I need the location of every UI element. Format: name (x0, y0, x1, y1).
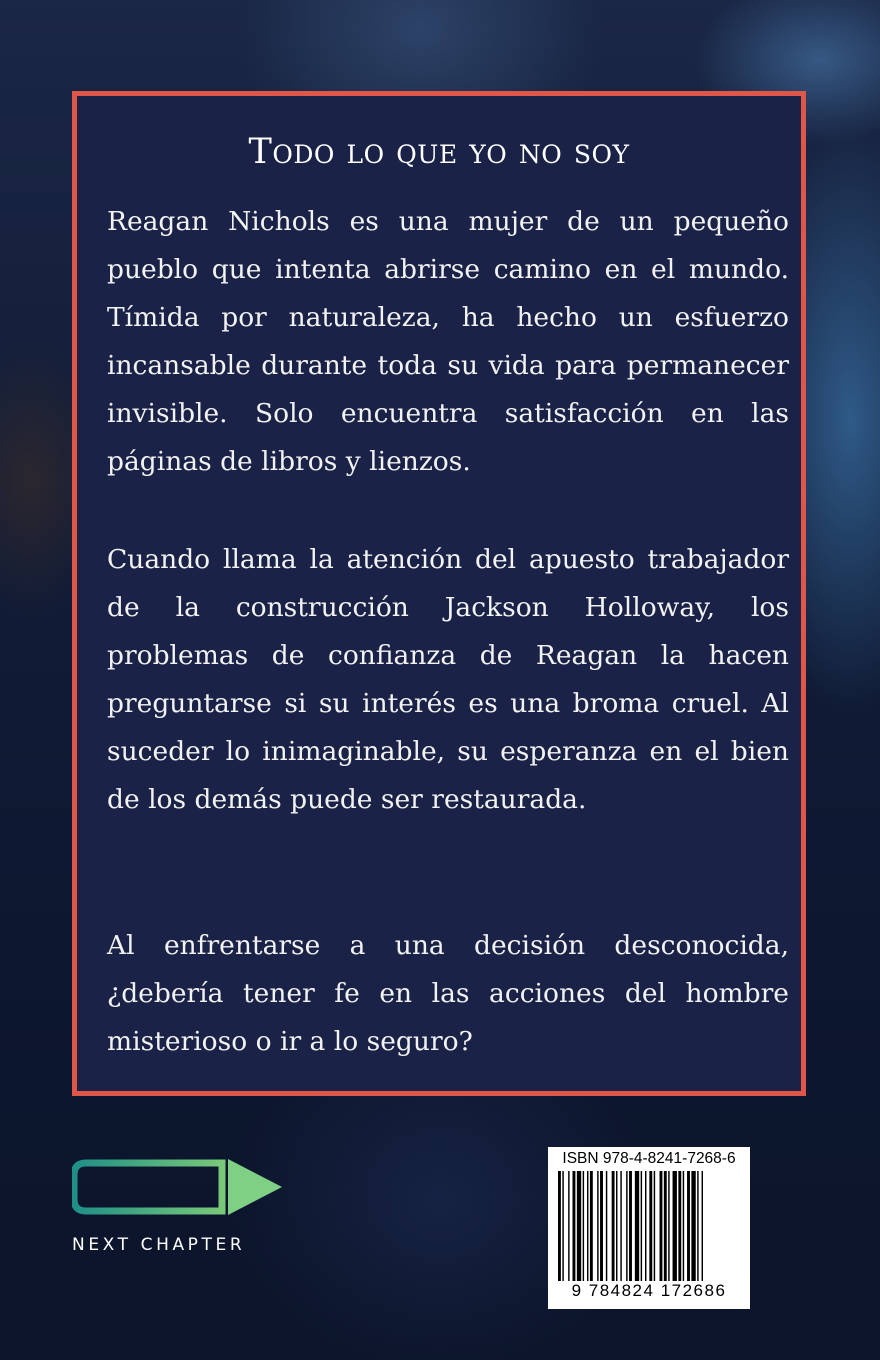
barcode-bar (629, 1171, 632, 1281)
barcode-bar (600, 1171, 603, 1281)
barcode-bar (626, 1171, 627, 1281)
barcode-bars (556, 1171, 742, 1283)
barcode-bar (673, 1171, 677, 1281)
barcode-bar (664, 1171, 667, 1281)
isbn-barcode (548, 1147, 750, 1309)
barcode-bar (649, 1171, 652, 1281)
barcode-bar (620, 1171, 621, 1281)
barcode-bar (702, 1171, 703, 1281)
barcode-bar (616, 1171, 617, 1281)
barcode-bar (683, 1171, 684, 1281)
barcode-bar (568, 1171, 569, 1281)
barcode-bar (697, 1171, 698, 1281)
barcode-bar (668, 1171, 669, 1281)
barcode-bar (654, 1171, 655, 1281)
barcode-bar (587, 1171, 588, 1281)
barcode-bar (577, 1171, 581, 1281)
barcode-bar (641, 1171, 642, 1281)
barcode-bar (573, 1171, 576, 1281)
barcode-bar (590, 1171, 593, 1281)
barcode-bar (583, 1171, 584, 1281)
book-arrow-icon (72, 1155, 284, 1219)
blurb-panel (72, 91, 806, 1096)
barcode-number: 9 784824 172686 (571, 1281, 727, 1300)
blurb-paragraph-3: Al enfrentarse a una decisión desconocida, ¿debería tener fe en las acciones del hombre misterioso o ir a lo seguro? (107, 930, 789, 1057)
barcode-bar (558, 1171, 561, 1281)
isbn-label: ISBN 978-4-8241-7268-6 (562, 1150, 736, 1167)
barcode-bar (660, 1171, 663, 1281)
barcode-bar (597, 1171, 598, 1281)
book-title: Todo lo que yo no soy (248, 132, 630, 172)
barcode-bar (612, 1171, 615, 1281)
barcode-bar (562, 1171, 563, 1281)
barcode-bar (645, 1171, 646, 1281)
blurb-paragraph-1: Reagan Nichols es una mujer de un pequeño pueblo que intenta abrirse camino en el mundo. Tímida por naturaleza, ha hecho un esfuerzo incansable durante toda su vida para permanecer invisible. Solo encuentra satisfacción en las páginas de libros y lienzos. (107, 206, 789, 477)
barcode-bar (606, 1171, 607, 1281)
barcode-bar (687, 1171, 690, 1281)
barcode-bar (635, 1171, 639, 1281)
barcode-bar (678, 1171, 681, 1281)
publisher-name: NEXT CHAPTER (72, 1235, 246, 1255)
publisher-logo (72, 1155, 284, 1265)
barcode-bar (691, 1171, 695, 1281)
blurb-paragraph-2: Cuando llama la atención del apuesto trabajador de la construcción Jackson Holloway, los problemas de confianza de Reagan la hacen preguntarse si su interés es una broma cruel. Al suceder lo inimaginable, su esperanza en el bien de los demás puede ser restaurada. (107, 544, 789, 815)
